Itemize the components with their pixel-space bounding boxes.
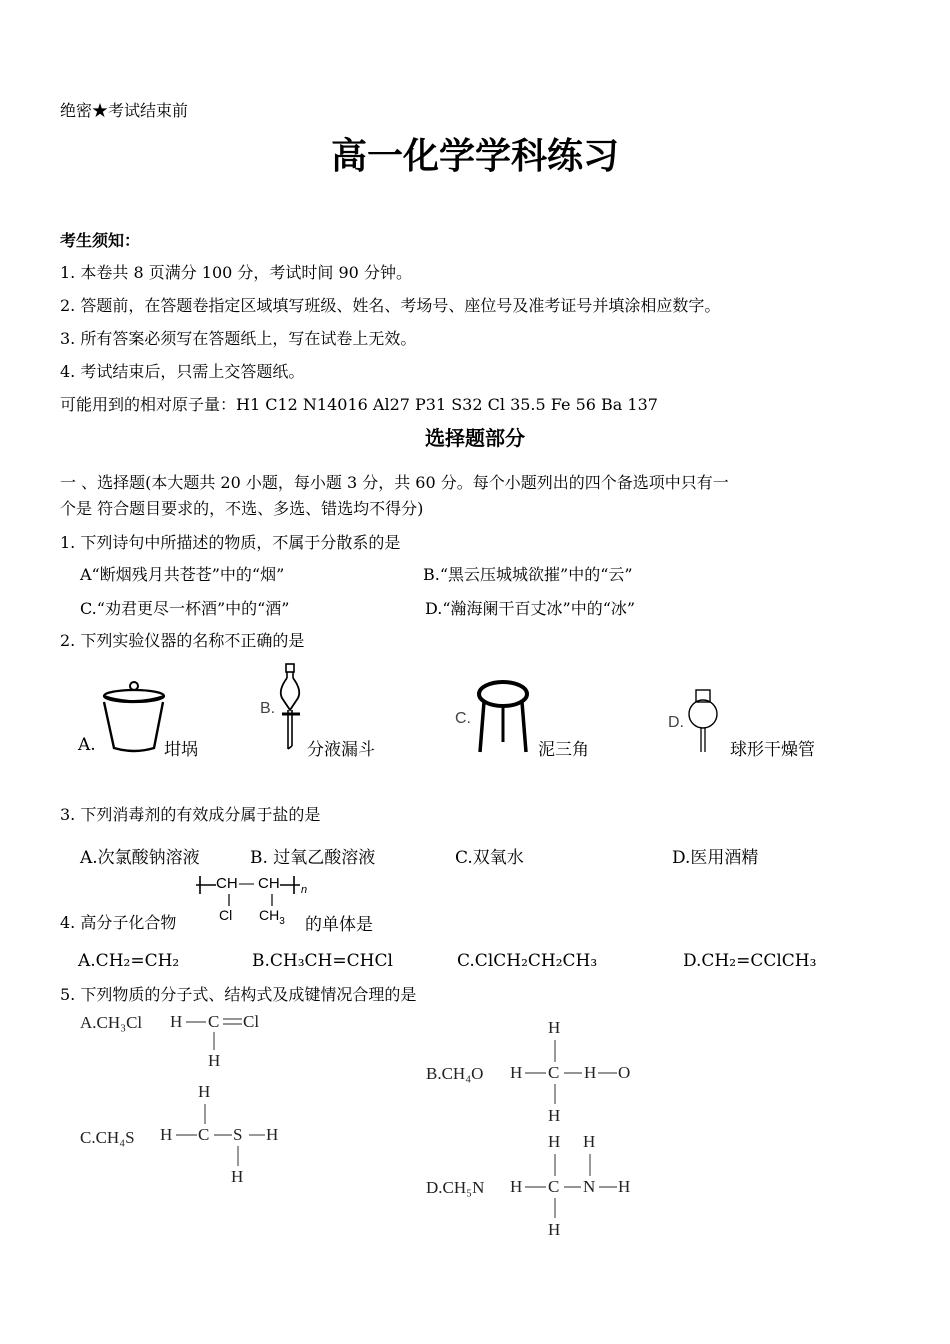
atom-h: H — [584, 1063, 597, 1082]
question-5-option-b-label: B.CH₄O — [426, 1064, 484, 1083]
structure-a — [170, 1010, 270, 1072]
atom-s: S — [233, 1125, 243, 1144]
atom-h: H — [208, 1051, 221, 1070]
atom-h: H — [548, 1132, 561, 1151]
polymer-c1: CH — [216, 875, 238, 892]
atom-h: H — [231, 1167, 244, 1186]
atomic-masses: 可能用到的相对原子量：H1 C12 N14016 Al27 P31 S32 Cl 35.5 Fe 56 Ba 137 — [60, 395, 658, 414]
notice-item: 3. 所有答案必须写在答题纸上，写在试卷上无效。 — [60, 329, 417, 348]
section-intro: 个是 符合题目要求的，不选、多选、错选均不得分) — [60, 499, 424, 518]
atom-o: O — [618, 1063, 631, 1082]
structure-c — [160, 1082, 290, 1188]
question-3-option-c: C.双氧水 — [455, 848, 524, 868]
atom-h: H — [618, 1177, 631, 1196]
question-1-option-c: C.“劝君更尽一杯酒”中的“酒” — [80, 599, 290, 618]
atom-h: H — [510, 1177, 523, 1196]
question-2-option-c-name: 泥三角 — [538, 740, 589, 760]
separatory-funnel-icon — [276, 664, 310, 756]
atom-c: C — [548, 1063, 560, 1082]
atom-h: H — [583, 1132, 596, 1151]
polymer-cl: Cl — [219, 907, 233, 923]
polymer-structure — [196, 874, 306, 926]
question-4-stem-end: 的单体是 — [305, 915, 373, 935]
atom-h: H — [548, 1106, 561, 1125]
question-3-stem: 3. 下列消毒剂的有效成分属于盐的是 — [60, 805, 321, 824]
section-intro: 一 、选择题(本大题共 20 小题，每小题 3 分，共 60 分。每个小题列出的四个备选项中只有一 — [60, 473, 729, 492]
structure-b — [510, 1018, 640, 1126]
section-title: 选择题部分 — [425, 426, 525, 450]
polymer-c2: CH — [258, 875, 280, 892]
question-5-stem: 5. 下列物质的分子式、结构式及成键情况合理的是 — [60, 985, 417, 1004]
question-4-stem: 4. 高分子化合物 — [60, 913, 177, 932]
secret-mark: 绝密★考试结束前 — [60, 101, 189, 120]
question-5-option-a-label: A.CH₃Cl — [80, 1013, 143, 1032]
question-2-option-c-letter: C. — [455, 710, 471, 727]
atom-cl: Cl — [243, 1012, 260, 1031]
atom-h: H — [266, 1125, 279, 1144]
question-5-option-d-label: D.CH₅N — [426, 1178, 485, 1197]
question-3-option-b: B. 过氧乙酸溶液 — [250, 848, 376, 868]
atom-c: C — [208, 1012, 220, 1031]
atom-h: H — [160, 1125, 173, 1144]
question-2-option-a-letter: A. — [78, 735, 96, 755]
question-2-option-a-name: 坩埚 — [164, 740, 198, 760]
crucible-icon — [100, 680, 170, 755]
polymer-ch3: $CH_3$ — [259, 907, 285, 927]
question-3-option-a: A.次氯酸钠溶液 — [80, 848, 200, 868]
question-1-option-b: B.“黑云压城城欲摧”中的“云” — [423, 565, 633, 584]
atom-h: H — [548, 1018, 561, 1037]
atom-h: H — [548, 1220, 561, 1239]
question-4-option-c: C.ClCH₂CH₂CH₃ — [457, 951, 598, 971]
atom-h: H — [198, 1082, 211, 1101]
notice-item: 2. 答题前，在答题卷指定区域填写班级、姓名、考场号、座位号及准考证号并填涂相应数字。 — [60, 296, 721, 315]
atom-h: H — [510, 1063, 523, 1082]
question-4-option-d: D.CH₂=CClCH₃ — [683, 951, 817, 971]
atom-c: C — [198, 1125, 210, 1144]
polymer-n: n — [301, 884, 308, 896]
drying-tube-icon — [684, 690, 724, 756]
atom-n: N — [583, 1177, 596, 1196]
atom-c: C — [548, 1177, 560, 1196]
tripod-icon — [472, 680, 534, 754]
question-4-option-b: B.CH₃CH=CHCl — [252, 951, 393, 971]
notice-heading: 考生须知： — [60, 231, 141, 250]
question-2-option-d-letter: D. — [668, 714, 684, 731]
notice-item: 4. 考试结束后，只需上交答题纸。 — [60, 362, 305, 381]
atom-h: H — [170, 1012, 183, 1031]
question-2-option-d-name: 球形干燥管 — [730, 740, 815, 760]
polymer-bond: — — [239, 875, 254, 892]
page-title: 高一化学学科练习 — [330, 135, 619, 177]
question-4-option-a: A.CH₂=CH₂ — [78, 951, 180, 971]
question-1-option-a: A“断烟残月共苍苍”中的“烟” — [80, 565, 285, 584]
structure-d — [510, 1132, 640, 1240]
question-3-option-d: D.医用酒精 — [672, 848, 759, 868]
question-5-option-c-label: C.CH₄S — [80, 1128, 135, 1147]
notice-item: 1. 本卷共 8 页满分 100 分，考试时间 90 分钟。 — [60, 263, 412, 282]
question-1-stem: 1. 下列诗句中所描述的物质，不属于分散系的是 — [60, 533, 401, 552]
question-2-stem: 2. 下列实验仪器的名称不正确的是 — [60, 631, 305, 650]
question-1-option-d: D.“瀚海阑干百丈冰”中的“冰” — [425, 599, 636, 618]
question-2-option-b-name: 分液漏斗 — [307, 740, 375, 760]
question-2-option-b-letter: B. — [260, 700, 276, 717]
